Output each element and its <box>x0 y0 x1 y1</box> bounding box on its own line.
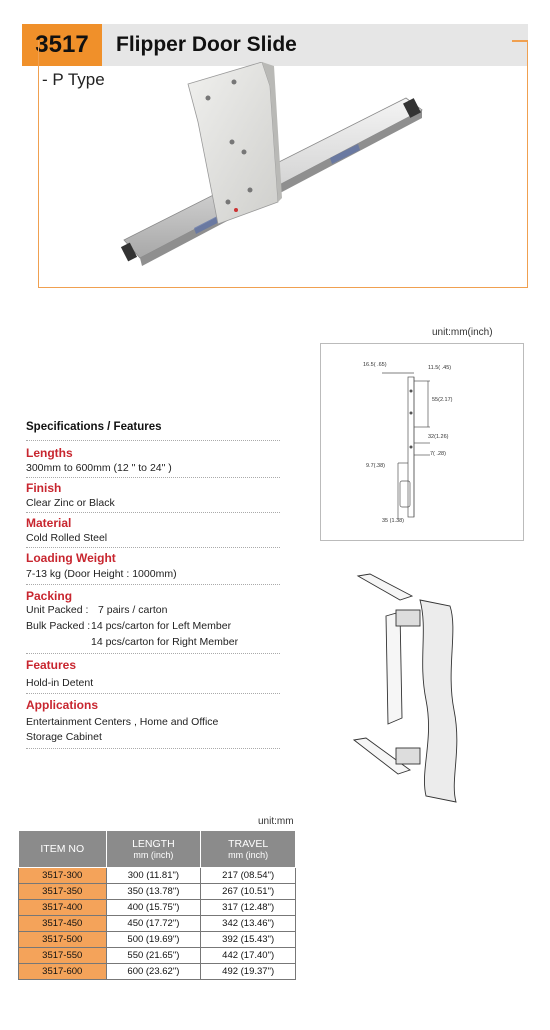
finish-value: Clear Zinc or Black <box>26 497 115 509</box>
dim-label: 16.5( .65) <box>363 362 387 368</box>
length-cell: 500 (19.69") <box>106 932 201 948</box>
specifications-title: Specifications / Features <box>26 421 162 433</box>
header-item-no: ITEM NO <box>19 831 107 868</box>
table-row <box>19 964 296 980</box>
dim-label: 32(1.26) <box>428 434 449 440</box>
item-no-cell: 3517-300 <box>19 868 107 884</box>
travel-cell: 392 (15.43") <box>201 932 296 948</box>
dim-label: 7( .28) <box>430 451 446 457</box>
length-cell: 400 (15.75") <box>106 900 201 916</box>
material-value: Cold Rolled Steel <box>26 532 108 544</box>
table-row <box>19 884 296 900</box>
header-length: LENGTH mm (inch) <box>106 831 201 868</box>
length-cell: 300 (11.81") <box>106 868 201 884</box>
product-subtype: - P Type <box>42 70 105 89</box>
lengths-heading: Lengths <box>26 446 73 460</box>
bulk-packed-value-right: 14 pcs/carton for Right Member <box>91 636 239 648</box>
table-header-row <box>19 831 296 868</box>
bulk-packed-label: Bulk Packed : <box>26 620 91 632</box>
table-row <box>19 916 296 932</box>
divider <box>26 693 280 694</box>
dim-label: 35 (1.38) <box>382 518 405 524</box>
product-photo <box>110 62 440 284</box>
packing-heading: Packing <box>26 589 73 603</box>
item-no-cell: 3517-450 <box>19 916 107 932</box>
header-travel: TRAVEL mm (inch) <box>201 831 296 868</box>
applications-value-2: Storage Cabinet <box>26 731 102 743</box>
divider <box>26 512 280 513</box>
divider <box>26 653 280 654</box>
divider <box>26 477 280 478</box>
length-cell: 550 (21.65") <box>106 948 201 964</box>
features-value: Hold-in Detent <box>26 677 94 689</box>
travel-cell: 267 (10.51") <box>201 884 296 900</box>
loading-weight-value: 7-13 kg (Door Height : 1000mm) <box>26 568 177 580</box>
travel-cell: 342 (13.46") <box>201 916 296 932</box>
item-no-cell: 3517-400 <box>19 900 107 916</box>
travel-cell: 492 (19.37") <box>201 964 296 980</box>
finish-heading: Finish <box>26 481 62 495</box>
table-row <box>19 900 296 916</box>
travel-cell: 217 (08.54") <box>201 868 296 884</box>
loading-weight-heading: Loading Weight <box>26 551 116 565</box>
dim-label: 55(2.17) <box>432 397 453 403</box>
bulk-packed-value-left: 14 pcs/carton for Left Member <box>91 620 232 632</box>
unit-packed-label: Unit Packed : <box>26 604 89 616</box>
table-row <box>19 948 296 964</box>
applications-heading: Applications <box>26 698 99 712</box>
item-no-cell: 3517-550 <box>19 948 107 964</box>
length-cell: 600 (23.62") <box>106 964 201 980</box>
dim-label: 9.7(.38) <box>366 463 385 469</box>
material-heading: Material <box>26 516 72 530</box>
frame-divider <box>512 40 528 42</box>
divider <box>26 547 280 548</box>
drawing-unit-label: unit:mm(inch) <box>432 327 493 338</box>
length-cell: 450 (17.72") <box>106 916 201 932</box>
divider <box>26 584 280 585</box>
applications-value-1: Entertainment Centers , Home and Office <box>26 716 219 728</box>
product-title: Flipper Door Slide <box>116 33 297 56</box>
table-row <box>19 932 296 948</box>
unit-packed-value: 7 pairs / carton <box>98 604 168 616</box>
divider <box>26 440 280 441</box>
travel-cell: 317 (12.48") <box>201 900 296 916</box>
features-heading: Features <box>26 658 77 672</box>
length-cell: 350 (13.78") <box>106 884 201 900</box>
table-unit-label: unit:mm <box>258 816 294 827</box>
lengths-value: 300mm to 600mm (12 " to 24" ) <box>26 462 172 474</box>
dim-label: 11.5( .45) <box>428 365 452 371</box>
table-row <box>19 868 296 884</box>
technical-drawing <box>320 343 524 541</box>
model-number-badge: 3517 <box>22 24 102 66</box>
divider <box>26 748 280 749</box>
installation-illustration <box>330 570 475 815</box>
item-no-cell: 3517-500 <box>19 932 107 948</box>
travel-cell: 442 (17.40") <box>201 948 296 964</box>
item-no-cell: 3517-350 <box>19 884 107 900</box>
specification-table <box>18 830 296 980</box>
item-no-cell: 3517-600 <box>19 964 107 980</box>
